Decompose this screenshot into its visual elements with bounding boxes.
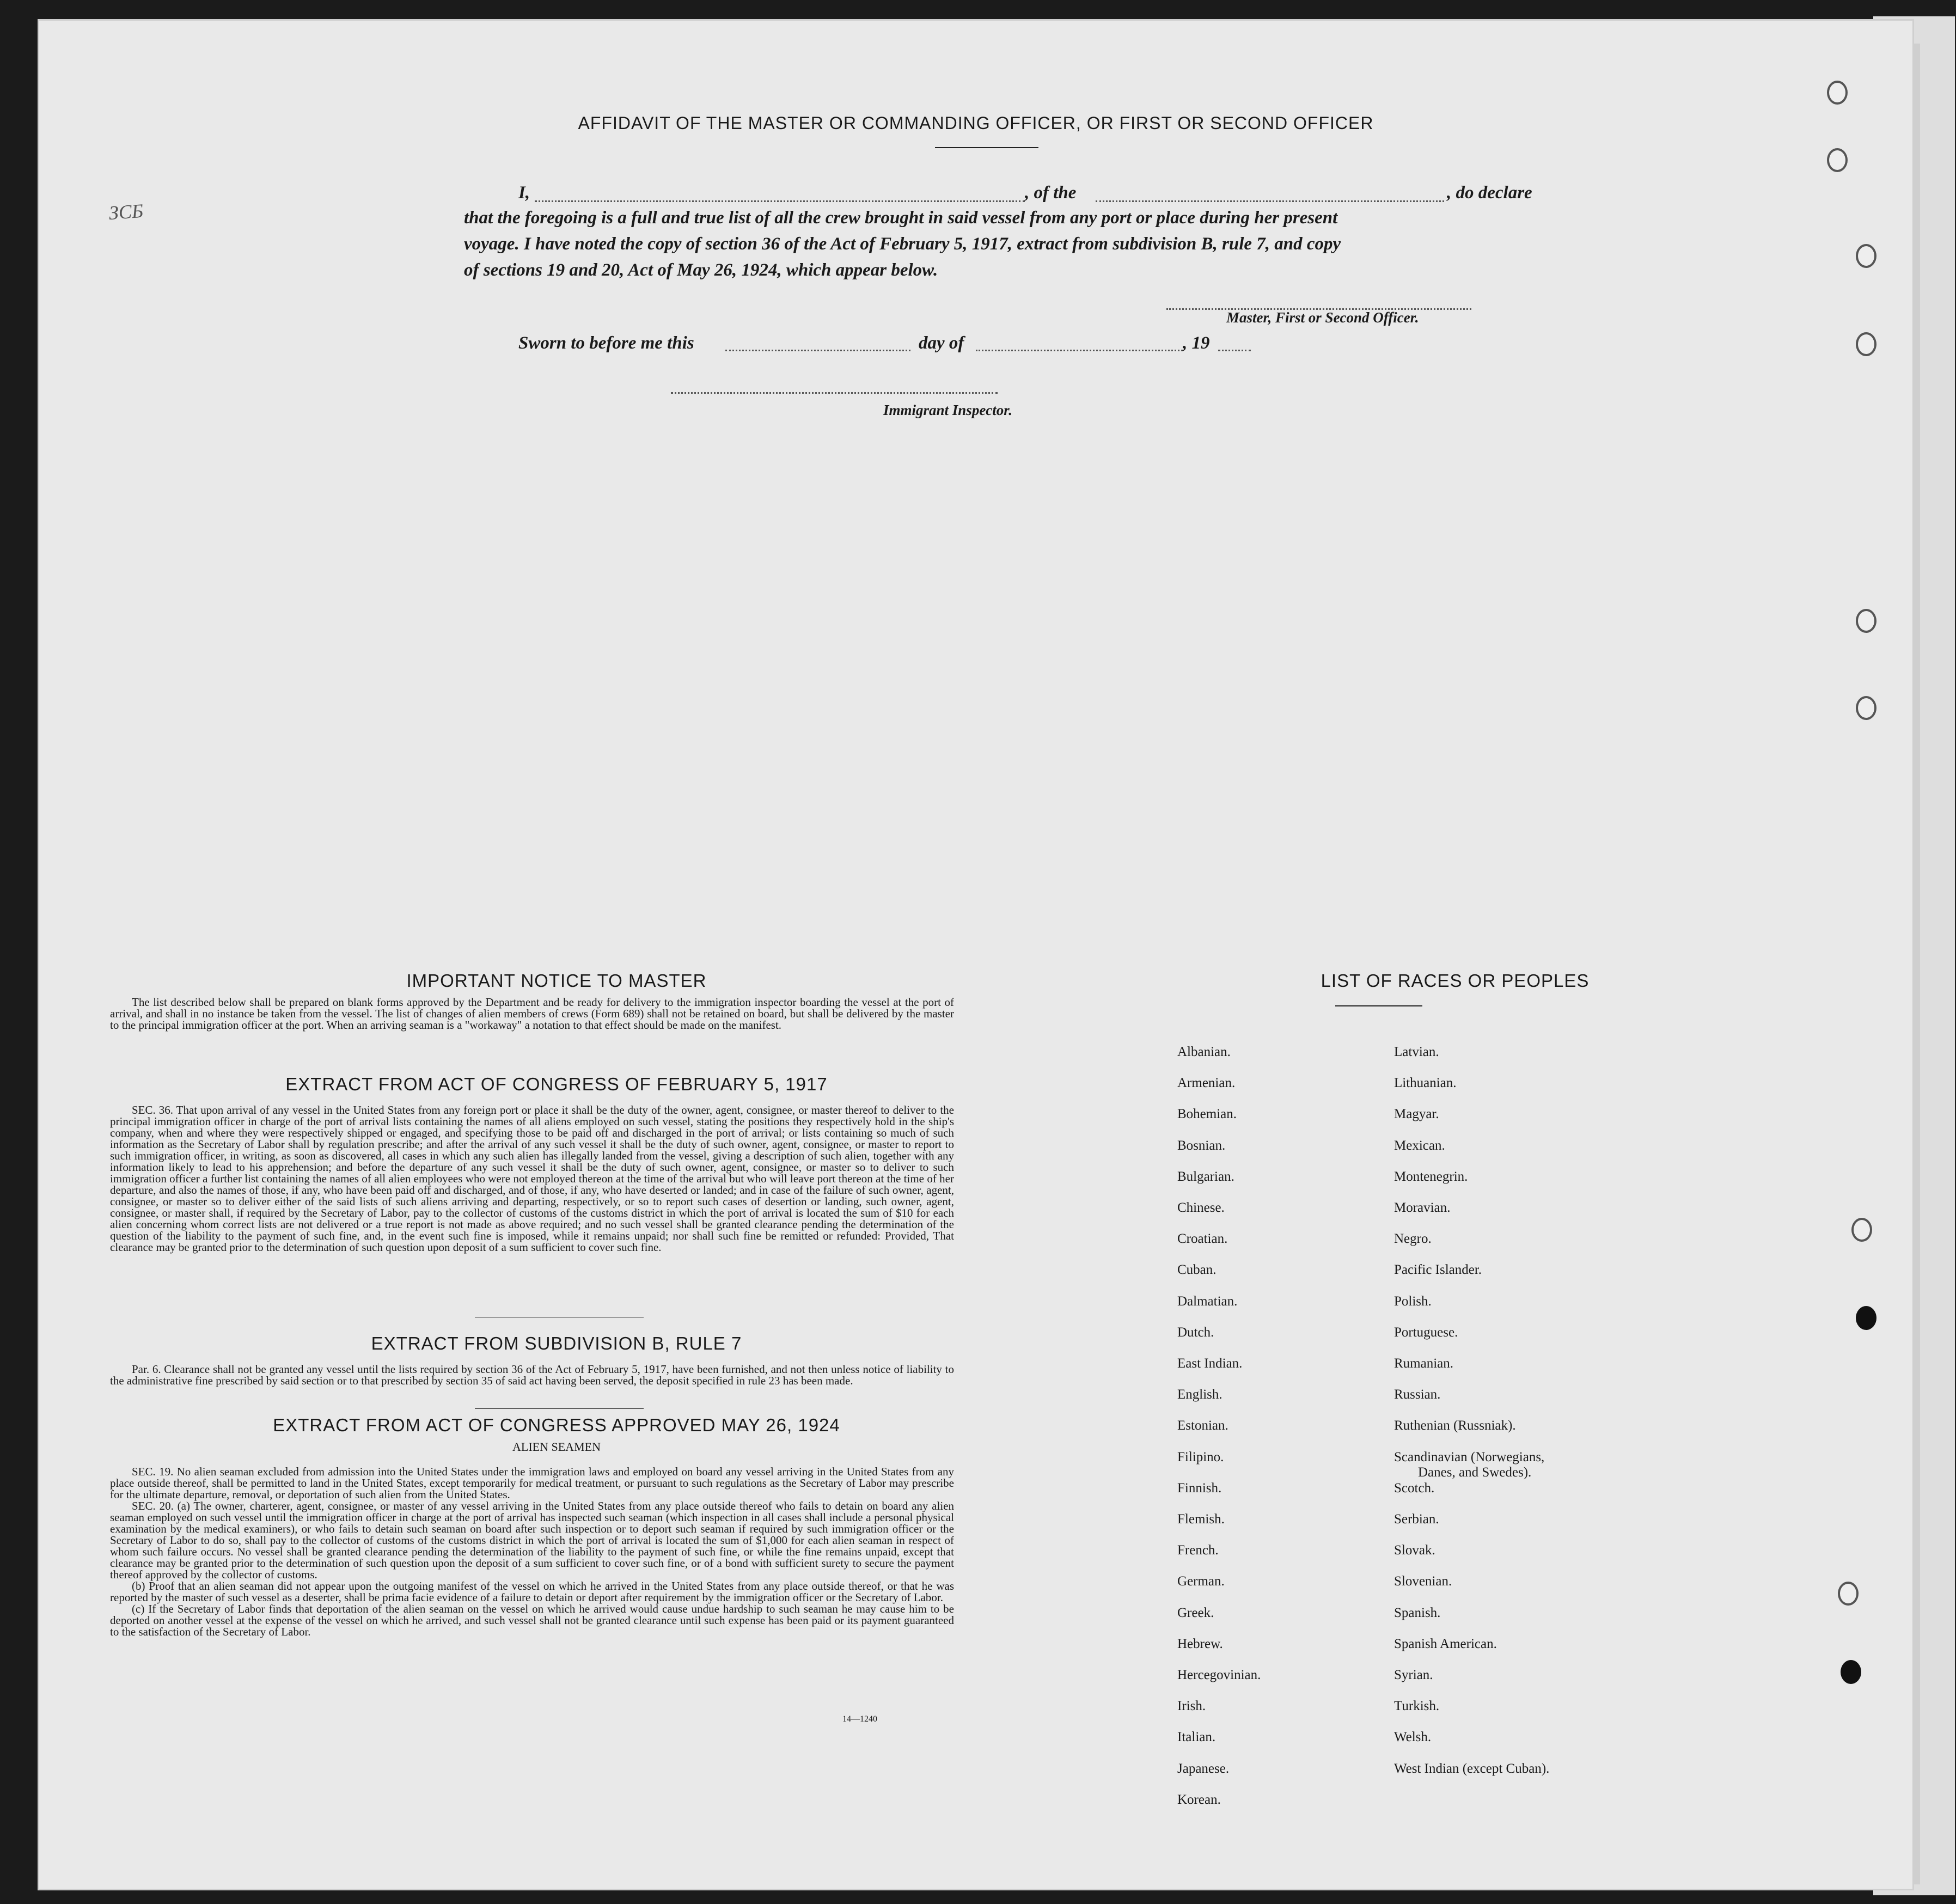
- affidavit-line1-start: I,: [518, 183, 530, 203]
- notice-body: The list described below shall be prepared on blank forms approved by the Department and be ready for delivery to the immigration inspector boarding the vessel at the port of arrival, and shall in no instance be taken from the vessel. The list of changes of alien members of crews (Form 689) shall not be retained on board, but shall be delivered by the master to the principal immigration officer at the port. When an arriving seaman is a "workaway" a notation to that effect should be made on the manifest.: [110, 996, 954, 1032]
- race-item: Syrian.: [1394, 1668, 1433, 1682]
- affidavit-line1-mid: , of the: [1025, 183, 1077, 203]
- race-item: Dutch.: [1177, 1325, 1214, 1340]
- race-item: Montenegrin.: [1394, 1169, 1468, 1184]
- punch-hole: [1851, 1218, 1872, 1242]
- sworn-day-blank[interactable]: [725, 350, 910, 351]
- race-item: Polish.: [1394, 1293, 1432, 1309]
- races-title: LIST OF RACES OR PEOPLES: [1321, 971, 1590, 991]
- race-item: Spanish.: [1394, 1605, 1441, 1620]
- race-item: Bohemian.: [1177, 1107, 1237, 1122]
- punch-hole: [1856, 696, 1876, 720]
- sworn-year-blank[interactable]: [1218, 350, 1251, 351]
- title-underline: [935, 147, 1038, 148]
- extract3-subtitle: ALIEN SEAMEN: [512, 1440, 601, 1454]
- race-item: Serbian.: [1394, 1512, 1439, 1527]
- sworn-day-of: day of: [919, 333, 964, 353]
- race-item: Danes, and Swedes).: [1418, 1464, 1532, 1480]
- affidavit-line3: voyage. I have noted the copy of section 36 of the Act of February 5, 1917, extract from subdivision B, rule 7, and copy: [464, 234, 1341, 254]
- name-blank[interactable]: [535, 200, 1025, 202]
- race-item: Japanese.: [1177, 1761, 1230, 1776]
- punch-hole: [1856, 1306, 1876, 1330]
- margin-handwriting: ЗСБ: [108, 199, 144, 224]
- race-item: Bosnian.: [1177, 1138, 1226, 1153]
- race-item: Turkish.: [1394, 1699, 1440, 1714]
- inspector-signature-line[interactable]: [671, 392, 998, 394]
- race-item: French.: [1177, 1543, 1219, 1558]
- punch-hole: [1827, 81, 1848, 105]
- vessel-blank[interactable]: [1096, 200, 1444, 202]
- race-item: Korean.: [1177, 1792, 1221, 1807]
- race-item: Spanish American.: [1394, 1636, 1497, 1651]
- race-item: Magyar.: [1394, 1107, 1439, 1122]
- signature-label: Master, First or Second Officer.: [1226, 309, 1419, 326]
- race-item: Rumanian.: [1394, 1356, 1454, 1371]
- race-item: Slovenian.: [1394, 1574, 1452, 1589]
- race-item: Filipino.: [1177, 1449, 1224, 1464]
- race-item: Pacific Islander.: [1394, 1262, 1482, 1278]
- separator-2: [475, 1408, 644, 1409]
- race-item: Croatian.: [1177, 1231, 1228, 1247]
- race-item: German.: [1177, 1574, 1225, 1589]
- races-underline: [1335, 1005, 1422, 1006]
- race-item: Chinese.: [1177, 1200, 1225, 1215]
- race-item: Armenian.: [1177, 1076, 1236, 1091]
- form-number: 14—1240: [842, 1714, 877, 1724]
- sworn-month-blank[interactable]: [976, 350, 1183, 351]
- race-item: Russian.: [1394, 1387, 1441, 1402]
- race-item: East Indian.: [1177, 1356, 1243, 1371]
- race-item: Scandinavian (Norwegians,: [1394, 1449, 1545, 1464]
- race-item: Ruthenian (Russniak).: [1394, 1418, 1516, 1433]
- race-item: English.: [1177, 1387, 1222, 1402]
- page-edge: [1912, 44, 1920, 1884]
- race-item: Mexican.: [1394, 1138, 1445, 1153]
- sec19-text: SEC. 19. No alien seaman excluded from admission into the United States under the immigration laws and employed on board any vessel arriving in the United States from any place outside thereof, shall be permitted to land in the United States, except temporarily for medical treatment, or pursuant to such regulations as the Secretary of Labor may prescribe for the ultimate departure, removal, or deportation of such alien from the United States.: [110, 1465, 954, 1501]
- race-item: Flemish.: [1177, 1512, 1225, 1527]
- race-item: Finnish.: [1177, 1480, 1222, 1496]
- race-item: Italian.: [1177, 1730, 1216, 1745]
- race-item: Slovak.: [1394, 1543, 1435, 1558]
- race-item: Estonian.: [1177, 1418, 1228, 1433]
- extract2-body: Par. 6. Clearance shall not be granted any vessel until the lists required by section 36 of the Act of February 5, 1917, have been furnished, and not then unless notice of liability to the administrative fine prescribed by said section or to that prescribed by section 35 of said act having been served, the deposit specified in rule 23 has been made.: [110, 1363, 954, 1387]
- sec20a-text: SEC. 20. (a) The owner, charterer, agent, consignee, or master of any vessel arriving in the United States from any place outside thereof who fails to detain on board any alien seaman employed on such vessel until the immigration officer in charge at the port of arrival has inspected such seaman (which inspection in all cases shall include a personal physical examination by the medical examiners), or who fails to detain such seaman on board after such inspection or to deport such seaman if required by such immigration officer or the Secretary of Labor to do so, shall pay to the collector of customs of the customs district in which the port of arrival is located the sum of $1,000 for each alien seaman in respect of whom such failure occurs. No vessel shall be granted clearance pending the determination of the liability to the payment of such fine, or while the fine remains unpaid, except that clearance may be granted prior to the determination of such question upon the deposit of a sum sufficient to cover such fine, or of a bond with sufficient surety to secure the payment thereof approved by the collector of customs.: [110, 1499, 954, 1581]
- affidavit-line1-end: , do declare: [1447, 183, 1532, 203]
- race-item: Hebrew.: [1177, 1636, 1223, 1651]
- punch-hole: [1838, 1582, 1859, 1606]
- affidavit-line2: that the foregoing is a full and true list of all the crew brought in said vessel from any port or place during her present: [464, 208, 1338, 228]
- race-item: Welsh.: [1394, 1730, 1432, 1745]
- race-item: Cuban.: [1177, 1262, 1217, 1278]
- sec20c-text: (c) If the Secretary of Labor finds that deportation of the alien seaman on the vessel on which he arrived would cause undue hardship to such seaman he may cause him to be deported on another vessel at the expense of the vessel on which he arrived, and such vessel shall not be granted clearance until such expense has been paid or its payment guaranteed to the satisfaction of the Secretary of Labor.: [110, 1602, 954, 1638]
- race-item: Scotch.: [1394, 1480, 1435, 1496]
- race-item: Lithuanian.: [1394, 1076, 1457, 1091]
- race-item: Moravian.: [1394, 1200, 1451, 1215]
- extract3-title: EXTRACT FROM ACT OF CONGRESS APPROVED MAY 26, 1924: [273, 1415, 840, 1435]
- sworn-year: , 19: [1183, 333, 1210, 353]
- sec20b-text: (b) Proof that an alien seaman did not appear upon the outgoing manifest of the vessel on which he arrived in the United States from any place outside thereof, or that he was reported by the master of such vessel as a deserter, shall be prima facie evidence of a failure to detain or deport after requirement by the immigration officer or the Secretary of Labor.: [110, 1579, 954, 1604]
- race-item: Latvian.: [1394, 1045, 1439, 1059]
- notice-title: IMPORTANT NOTICE TO MASTER: [406, 971, 707, 991]
- race-item: West Indian (except Cuban).: [1394, 1761, 1550, 1776]
- document-page: [39, 21, 1912, 1889]
- race-item: Portuguese.: [1394, 1325, 1458, 1340]
- affidavit-title: AFFIDAVIT OF THE MASTER OR COMMANDING OFFICER, OR FIRST OR SECOND OFFICER: [578, 113, 1374, 133]
- inspector-label: Immigrant Inspector.: [883, 402, 1013, 418]
- race-item: Hercegovinian.: [1177, 1668, 1261, 1682]
- punch-hole: [1856, 244, 1876, 268]
- punch-hole: [1856, 609, 1876, 633]
- punch-hole: [1827, 148, 1848, 172]
- sworn-text: Sworn to before me this: [518, 333, 694, 353]
- extract2-title: EXTRACT FROM SUBDIVISION B, RULE 7: [371, 1333, 742, 1353]
- race-item: Dalmatian.: [1177, 1293, 1238, 1309]
- punch-hole: [1841, 1660, 1861, 1684]
- race-item: Albanian.: [1177, 1045, 1231, 1059]
- extract1-title: EXTRACT FROM ACT OF CONGRESS OF FEBRUARY 5, 1917: [285, 1074, 828, 1094]
- extract3-body: [110, 1466, 954, 1638]
- race-item: Irish.: [1177, 1699, 1206, 1714]
- race-item: Negro.: [1394, 1231, 1432, 1247]
- punch-hole: [1856, 332, 1876, 356]
- extract1-body: SEC. 36. That upon arrival of any vessel in the United States from any foreign port or place it shall be the duty of the owner, agent, consignee, or master thereof to deliver to the principal immigration officer in charge of the port of arrival lists containing the names of all aliens employed on such vessel, stating the positions they respectively hold in the ship's company, when and where they were respectively shipped or engaged, and specifying those to be paid off and discharged in the port of arrival; or lists containing so much of such information as the Secretary of Labor shall by regulation prescribe; and after the arrival of any such vessel it shall be the duty of such owner, agent, consignee, or master to report to such immigration officer, in writing, as soon as discovered, all cases in which any such alien has illegally landed from the vessel, giving a description of such alien, together with any information likely to lead to his apprehension; and before the departure of any such vessel it shall be the duty of such owner, agent, consignee, or master so to deliver to such immigration officer a further list containing the names of all alien employees who were not employed thereon at the time of the arrival but who will leave port thereon at the time of her departure, and also the names of those, if any, who have been paid off and discharged, and of those, if any, who have deserted or landed; and in case of the failure of such owner, agent, consignee, or master so to deliver either of the said lists of such aliens arriving and departing, respectively, or so to report such cases of desertion or landing, such owner, agent, consignee, or master shall, if required by the Secretary of Labor, pay to the collector of customs of the customs district in which the port of arrival is located the sum of $10 for each alien concerning whom correct lists are not delivered or a true report is not made as above required; and no such vessel shall be granted clearance pending the determination of the question of the liability to the payment of such fine, and, in the event such fine is imposed, while it remains unpaid; nor shall such fine be remitted or refunded: Provided, That clearance may be granted prior to the determination of such question upon deposit of a sum sufficient to cover such fine.: [110, 1103, 954, 1254]
- affidavit-line4: of sections 19 and 20, Act of May 26, 1924, which appear below.: [464, 260, 938, 280]
- race-item: Bulgarian.: [1177, 1169, 1234, 1184]
- race-item: Greek.: [1177, 1605, 1214, 1620]
